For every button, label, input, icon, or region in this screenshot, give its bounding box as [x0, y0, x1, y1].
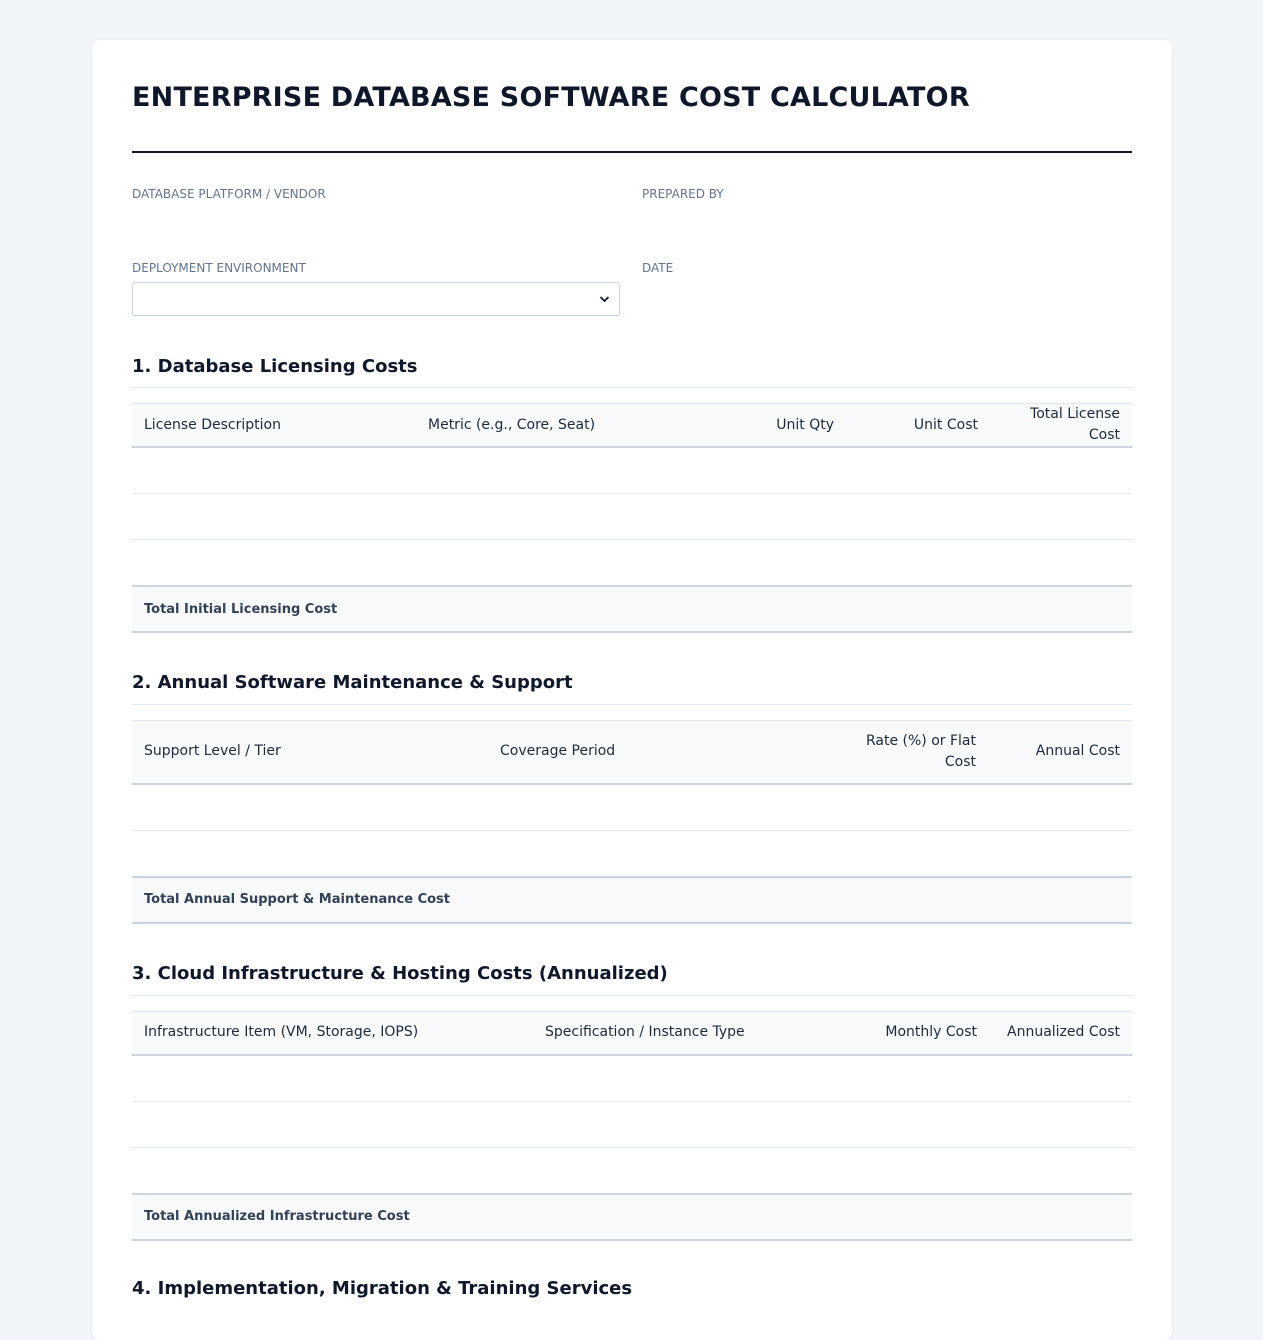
table-cell[interactable] — [533, 1055, 859, 1102]
table-cell[interactable] — [844, 784, 988, 831]
support-table — [132, 720, 1132, 924]
table-cell[interactable] — [988, 830, 1132, 877]
table-row — [132, 494, 1132, 540]
table-cell[interactable] — [132, 1101, 533, 1147]
table-cell[interactable] — [416, 540, 746, 587]
table-cell[interactable] — [990, 494, 1132, 540]
table-cell[interactable] — [488, 830, 844, 877]
prepared-by-label: PREPARED BY — [642, 187, 724, 201]
table-cell[interactable] — [132, 447, 416, 494]
table-cell[interactable] — [746, 494, 846, 540]
table-row — [132, 540, 1132, 587]
table-row — [132, 447, 1132, 494]
table-cell[interactable] — [859, 1101, 989, 1147]
column-header: Annualized Cost — [989, 1012, 1132, 1055]
table-cell[interactable] — [746, 540, 846, 587]
section-divider — [132, 704, 1132, 705]
table-cell[interactable] — [990, 540, 1132, 587]
section-support-title: 2. Annual Software Maintenance & Support — [132, 672, 573, 693]
total-row — [132, 586, 1132, 632]
column-header: Specification / Instance Type — [533, 1012, 859, 1055]
total-row — [132, 877, 1132, 923]
column-header: Support Level / Tier — [132, 721, 488, 784]
table-row — [132, 830, 1132, 877]
table-cell[interactable] — [989, 1055, 1132, 1102]
section-infrastructure-title: 3. Cloud Infrastructure & Hosting Costs (Annualized) — [132, 963, 668, 984]
table-row — [132, 784, 1132, 831]
table-cell[interactable] — [859, 1147, 989, 1194]
table-cell[interactable] — [132, 830, 488, 877]
column-header: Metric (e.g., Core, Seat) — [416, 404, 746, 448]
page-title: ENTERPRISE DATABASE SOFTWARE COST CALCULATOR — [132, 82, 970, 113]
table-cell[interactable] — [488, 784, 844, 831]
calculator-card — [92, 40, 1172, 1340]
table-cell[interactable] — [746, 447, 846, 494]
column-header: Infrastructure Item (VM, Storage, IOPS) — [132, 1012, 533, 1055]
environment-label: DEPLOYMENT ENVIRONMENT — [132, 261, 306, 275]
environment-select[interactable] — [132, 282, 620, 316]
table-cell[interactable] — [132, 494, 416, 540]
table-cell[interactable] — [533, 1147, 859, 1194]
table-row — [132, 1055, 1132, 1102]
column-header: Unit Qty — [746, 404, 846, 448]
column-header: Total License Cost — [990, 404, 1132, 448]
total-row — [132, 1194, 1132, 1240]
table-cell[interactable] — [132, 540, 416, 587]
column-header: Unit Cost — [846, 404, 990, 448]
infrastructure-table — [132, 1011, 1132, 1241]
table-cell[interactable] — [859, 1055, 989, 1102]
table-cell[interactable] — [416, 447, 746, 494]
table-row — [132, 1147, 1132, 1194]
chevron-down-icon — [599, 291, 610, 312]
total-label: Total Annualized Infrastructure Cost — [132, 1194, 1132, 1240]
total-label: Total Initial Licensing Cost — [132, 586, 1132, 632]
column-header: Monthly Cost — [859, 1012, 989, 1055]
table-cell[interactable] — [990, 447, 1132, 494]
section-divider — [132, 387, 1132, 388]
column-header: Rate (%) or Flat Cost — [844, 721, 988, 784]
section-implementation-title: 4. Implementation, Migration & Training Services — [132, 1278, 633, 1299]
table-cell[interactable] — [416, 494, 746, 540]
table-row — [132, 1101, 1132, 1147]
table-cell[interactable] — [846, 540, 990, 587]
table-cell[interactable] — [846, 447, 990, 494]
date-label: DATE — [642, 261, 674, 275]
section-divider — [132, 995, 1132, 996]
column-header: Coverage Period — [488, 721, 844, 784]
column-header: Annual Cost — [988, 721, 1132, 784]
table-cell[interactable] — [989, 1147, 1132, 1194]
table-cell[interactable] — [132, 1147, 533, 1194]
table-cell[interactable] — [846, 494, 990, 540]
table-cell[interactable] — [533, 1101, 859, 1147]
section-licensing-title: 1. Database Licensing Costs — [132, 356, 418, 377]
licensing-table — [132, 403, 1132, 633]
table-cell[interactable] — [132, 784, 488, 831]
platform-label: DATABASE PLATFORM / VENDOR — [132, 187, 326, 201]
table-cell[interactable] — [988, 784, 1132, 831]
table-cell[interactable] — [989, 1101, 1132, 1147]
title-divider — [132, 151, 1132, 153]
table-cell[interactable] — [132, 1055, 533, 1102]
column-header: License Description — [132, 404, 416, 448]
table-cell[interactable] — [844, 830, 988, 877]
total-label: Total Annual Support & Maintenance Cost — [132, 877, 1132, 923]
